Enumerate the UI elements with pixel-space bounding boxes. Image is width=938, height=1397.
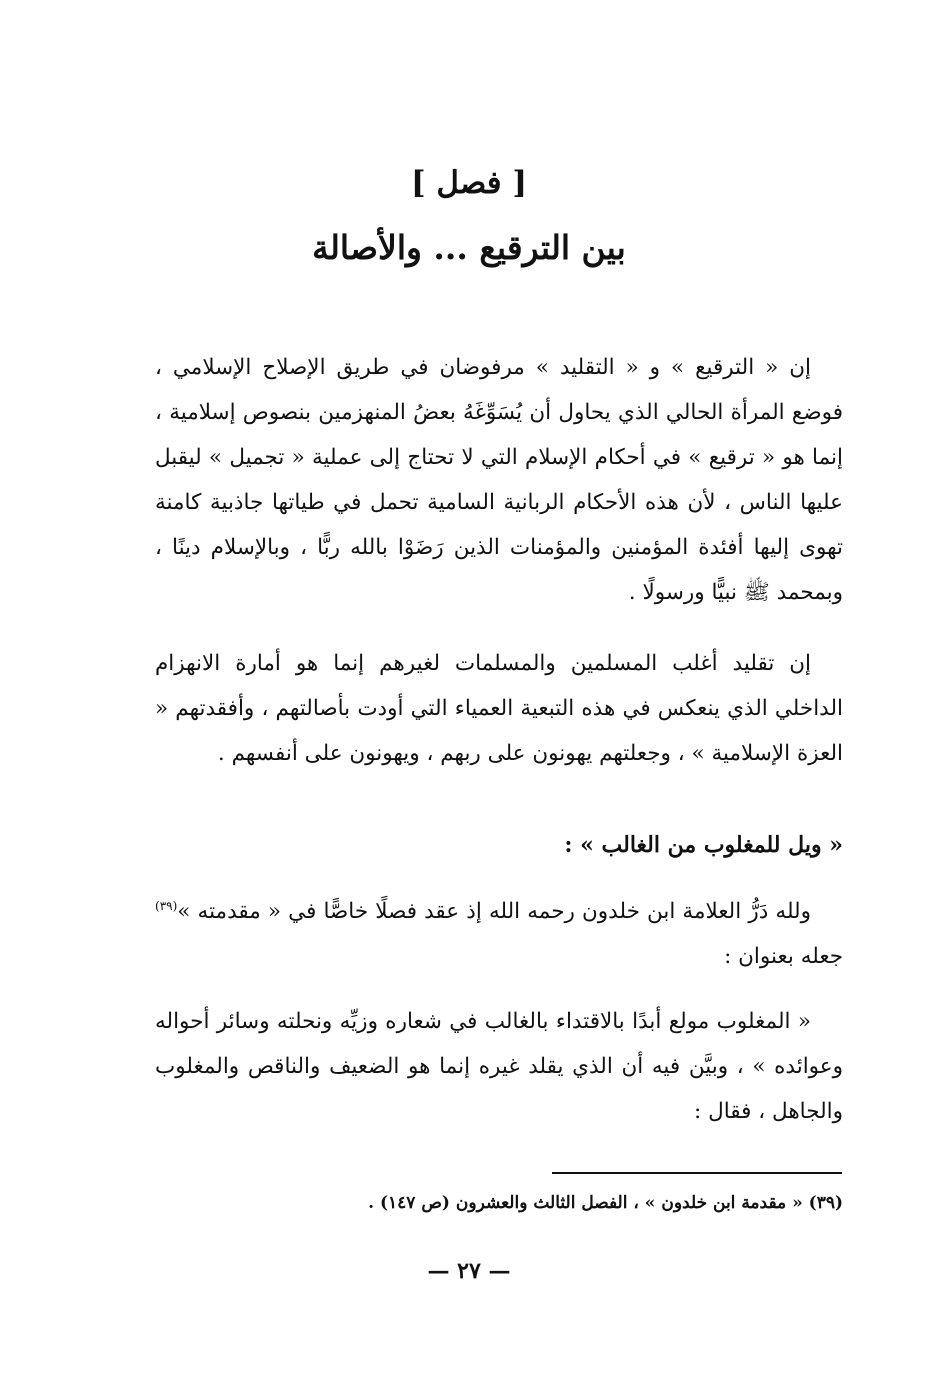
paragraph-3 — [155, 889, 843, 979]
footnote-divider — [552, 1172, 842, 1174]
chapter-label: [ فصل ] — [410, 165, 528, 201]
section-heading: « ويل للمغلوب من الغالب » : — [564, 832, 843, 858]
paragraph-4 — [155, 999, 843, 1134]
paragraph-4-text: « المغلوب مولع أبدًا بالاقتداء بالغالب في شعاره وزيِّه ونحلته وسائر أحواله وعوائده » ، وبيَّن فيه أن الذي يقلد غيره إنما هو الضعيف والناقص والمغلوب والجاهل ، فقال : — [155, 1009, 843, 1124]
paragraph-1 — [155, 345, 843, 615]
footnote-reference[interactable]: (٣٩) — [155, 898, 178, 913]
chapter-title: بين الترقيع ... والأصالة — [312, 228, 626, 267]
footnote-text: (٣٩) « مقدمة ابن خلدون » ، الفصل الثالث والعشرون (ص ١٤٧) . — [368, 1193, 843, 1213]
paragraph-1-text: إن « الترقيع » و « التقليد » مرفوضان في طريق الإصلاح الإسلامي ، فوضع المرأة الحالي الذي يحاول أن يُسَوِّغَهُ بعضُ المنهزمين بنصوص إسلامية ، إنما هو « ترقيع » في أحكام الإسلام التي لا تحتاج إلى عملية « تجميل » ليقبل عليها الناس ، لأن هذه الأحكام الربانية السامية تحمل في طياتها جاذبية كامنة تهوى إليها أفئدة المؤمنين والمؤمنات الذين رَضَوْا بالله ربًّا ، وبالإسلام دينًا ، وبمحمد ﷺ نبيًّا ورسولًا . — [155, 355, 843, 605]
page-number: — ٢٧ — — [427, 1258, 511, 1284]
paragraph-3-text-end: جعله بعنوان : — [724, 944, 843, 969]
paragraph-2-text: إن تقليد أغلب المسلمين والمسلمات لغيرهم إنما هو أمارة الانهزام الداخلي الذي ينعكس في هذه التبعية العمياء التي أودت بأصالتهم ، وأفقدتهم « العزة الإسلامية » ، وجعلتهم يهونون على ربهم ، ويهونون على أنفسهم . — [155, 651, 843, 766]
paragraph-2 — [155, 641, 843, 776]
paragraph-3-text: ولله دَرُّ العلامة ابن خلدون رحمه الله إذ عقد فصلًا خاصًّا في « مقدمته » — [177, 899, 811, 924]
